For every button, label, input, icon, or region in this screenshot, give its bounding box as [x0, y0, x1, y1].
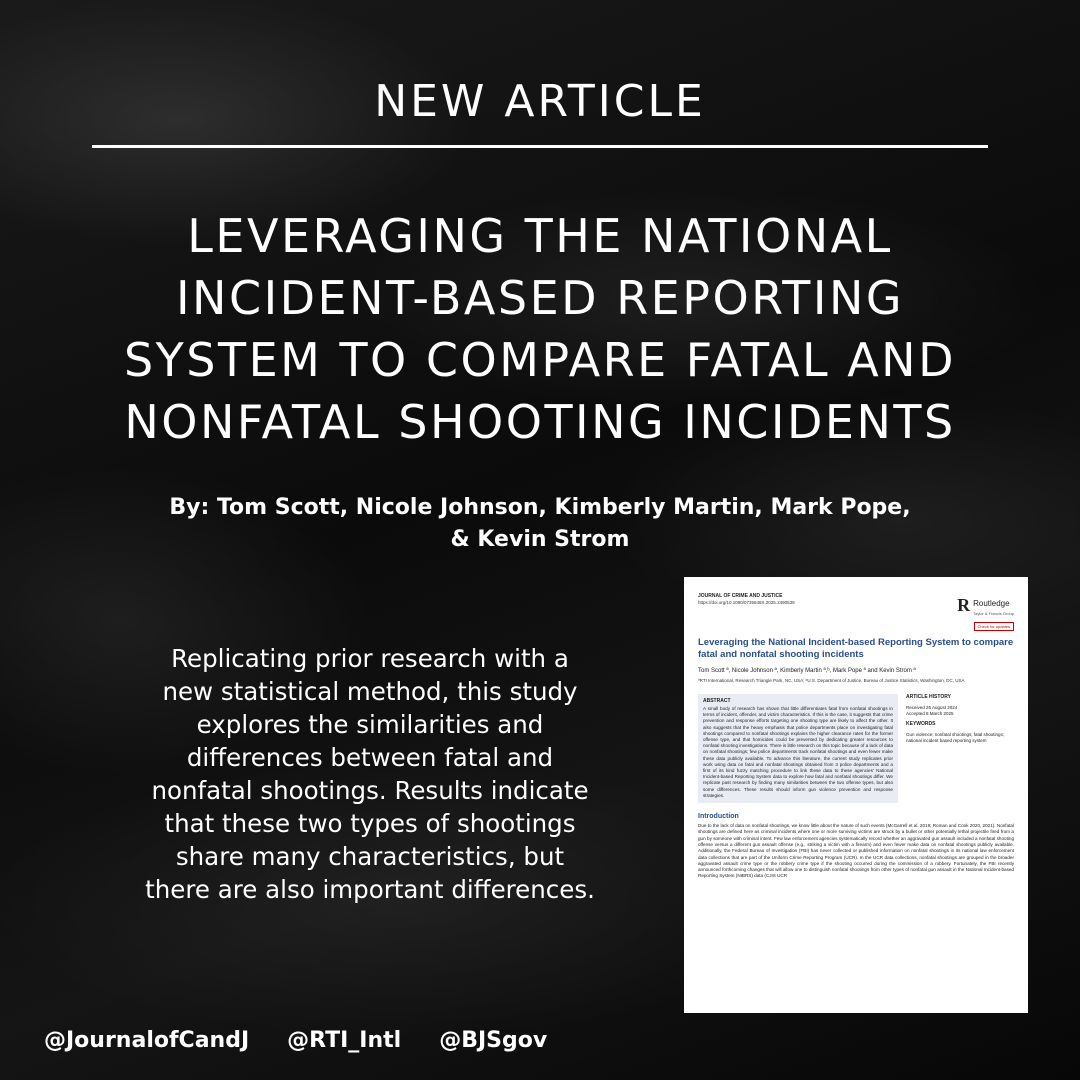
article-title [60, 205, 1020, 453]
received-date: Received 26 August 2024 [906, 705, 958, 710]
summary-line: explores the similarities and [196, 710, 544, 739]
handle-rti: @RTI_Intl [287, 1028, 402, 1053]
paper-journal: JOURNAL OF CRIME AND JUSTICE [698, 593, 783, 599]
kicker-new-article: NEW ARTICLE [374, 76, 706, 127]
handle-bjs: @BJSgov [439, 1028, 548, 1053]
paper-sidebar [906, 694, 1014, 803]
publisher-sub: Taylor & Francis Group [973, 611, 1014, 616]
check-updates-badge: Check for updates [974, 622, 1014, 631]
authors-line: & Kevin Strom [450, 527, 630, 552]
authors-byline [80, 492, 1000, 556]
publisher-logo [957, 593, 1014, 616]
authors-line: By: Tom Scott, Nicole Johnson, Kimberly Martin, Mark Pope, [169, 495, 911, 520]
title-line: NONFATAL SHOOTING INCIDENTS [124, 395, 956, 449]
paper-title: Leveraging the National Incident-based Reporting System to compare fatal and nonfatal shooting incidents [698, 637, 1014, 660]
accepted-date: Accepted 8 March 2025 [906, 711, 954, 716]
divider-rule [92, 145, 988, 148]
intro-heading: Introduction [698, 813, 739, 821]
summary-line: new statistical method, this study [162, 677, 578, 706]
paper-thumbnail [684, 577, 1028, 1013]
routledge-logo-icon: R [957, 594, 971, 615]
title-line: INCIDENT-BASED REPORTING [175, 271, 905, 325]
summary-line: nonfatal shootings. Results indicate [151, 776, 589, 805]
abstract-heading: ABSTRACT [703, 698, 731, 704]
summary-line: share many characteristics, but [175, 842, 565, 871]
paper-doi: https://doi.org/10.1080/0735648X.2025.2490539 [698, 600, 795, 605]
summary-line: there are also important differences. [145, 875, 595, 904]
paper-abstract-box [698, 694, 898, 803]
keywords-text: Gun violence; nonfatal shootings; fatal shootings; national incident based reporting system [906, 732, 1005, 743]
history-heading: ARTICLE HISTORY [906, 694, 952, 700]
summary-line: differences between fatal and [186, 743, 554, 772]
keywords-heading: KEYWORDS [906, 721, 936, 727]
publisher-name: Routledge [973, 599, 1010, 608]
article-summary [80, 642, 660, 906]
handle-journal: @JournalofCandJ [44, 1028, 250, 1053]
intro-text: Due to the lack of data on nonfatal shootings, we know little about the nature of such events (McGarrell et al. 2019; Roman and Cook 2020, 2021). Nonfatal shootings are defined here as criminal incidents where one or more surviving victims are struck by a bullet or other potentially lethal projectile fired from a gun by someone with criminal intent. Few law enforcement agencies systematically record whether an aggravated gun assault included a nonfatal shooting offense versus a different gun assault offense (e.g., striking a victim with a firearm) and even fewer make data on nonfatal shootings publicly available. Additionally, the Federal Bureau of Investigation (FBI) has never collected or published information on nonfatal shootings in its national law enforcement data collections that are part of the Uniform Crime Reporting Program (UCR). In the UCR data collections, nonfatal shootings are grouped in the broader aggravated assault crime type or the robbery crime type if the shooting occurred during the commission of a robbery. Fortunately, the FBI recently announced forthcoming changes that will allow one to distinguish nonfatal shootings from other types of nonfatal gun assault in the National Incident-based Reporting System (NIBRS) data (CJIS UCR [698, 823, 1014, 879]
social-handles [44, 1028, 547, 1053]
paper-authors: Tom Scott ª, Nicole Johnson ª, Kimberly Martin ª,ᵇ, Mark Pope ª and Kevin Strom ª [698, 668, 916, 674]
abstract-text: A small body of research has shown that little differentiates fatal from nonfatal shootings in terms of incident, offender, and victim characteristics. If this is the case, it suggests that crime prevention and response efforts targeting one shooting type are likely to affect the other. It also suggests that the heavy emphasis that police departments place on investigating fatal shootings compared to nonfatal shootings explains the higher clearance rates for the former offense type, and that homicides could be prevented by dedicating greater resources to nonfatal shooting investigations. There is little research on this topic because of a lack of data on nonfatal shootings; few police departments track nonfatal shootings and even fewer make these data publicly available. To advance this literature, the current study replicates prior work using data on fatal and nonfatal shootings obtained from 3 police departments and a first of its kind fuzzy matching procedure to link these data to these agencies' National Incident-based Reporting System data to explore how fatal and nonfatal shootings differ. We replicate past research by finding many similarities between the two offense types, but also some differences. These results should inform gun violence prevention and response strategies. [703, 706, 893, 798]
paper-affiliations: ªRTI International, Research Triangle Park, NC, USA; ᵇU.S. Department of Justice, Bureau of Justice Statistics, Washington, DC, USA [698, 678, 965, 683]
title-line: LEVERAGING THE NATIONAL [187, 209, 893, 263]
title-line: SYSTEM TO COMPARE FATAL AND [123, 333, 956, 387]
summary-line: Replicating prior research with a [171, 644, 569, 673]
summary-line: that these two types of shootings [164, 809, 576, 838]
